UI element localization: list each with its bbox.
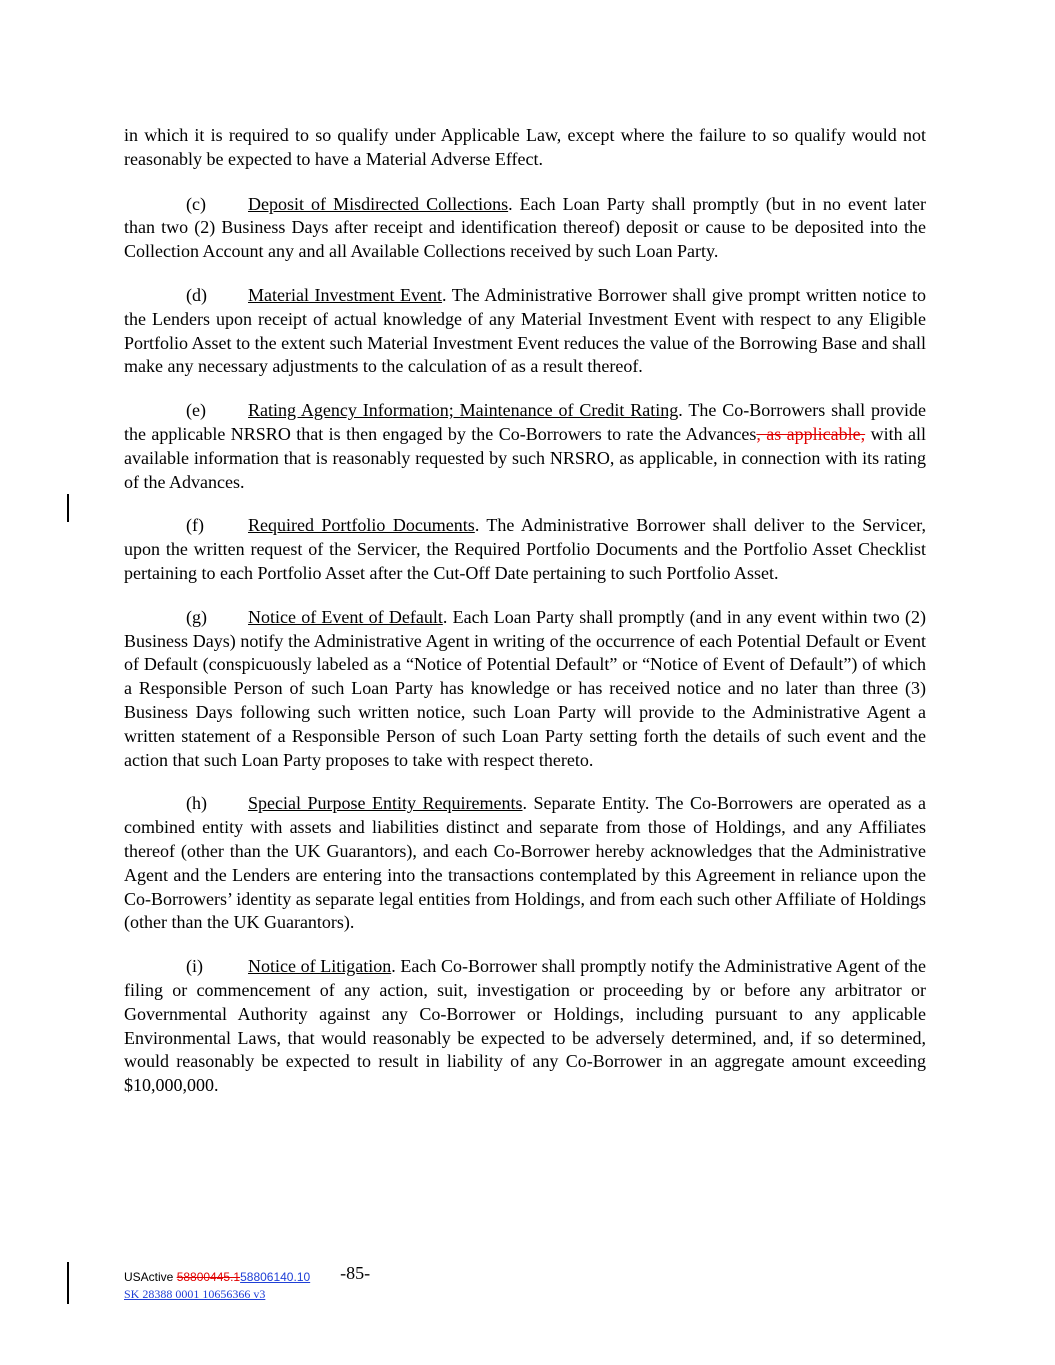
footer-prefix: USActive xyxy=(124,1270,177,1284)
footer-doc-id xyxy=(124,1263,371,1286)
section-label: (f) xyxy=(186,515,204,536)
section-label: (d) xyxy=(186,284,207,305)
section-body: with all available information that is reasonably requested by such NRSRO, as applicable, in connection with its rating of the Advances. xyxy=(124,423,926,492)
section-body: . Each Co-Borrower shall promptly notify the Administrative Agent of the filing or commencement of any action, suit, investigation or proceeding by or before any arbitrator or Governmental Authority against any Co-Borrower or Holdings, including pursuant to any applicable Environmental Laws, that would reasonably be expected to be adversely determined, and, if so determined, would reasonably be expected to result in liability of any Co-Borrower in an aggregate amount exceeding $10,000,000. xyxy=(124,956,926,1096)
section-label: (i) xyxy=(186,956,203,977)
section-label: (g) xyxy=(186,606,207,627)
section-body: . The Co-Borrowers shall provide the applicable NRSRO that is then engaged by the Co-Borrowers to rate the Advances xyxy=(124,400,926,444)
section-i xyxy=(124,955,926,1098)
footer-doc-ref: SK 28388 0001 10656366 v3 xyxy=(124,1287,266,1301)
section-heading: Material Investment Event xyxy=(248,284,443,305)
section-heading: Rating Agency Information; Maintenance of Credit Rating xyxy=(248,400,679,421)
section-heading: Deposit of Misdirected Collections xyxy=(248,193,509,214)
section-label: (h) xyxy=(186,793,207,814)
section-heading: Required Portfolio Documents xyxy=(248,515,475,536)
section-e xyxy=(124,399,926,494)
section-f xyxy=(124,514,926,585)
section-heading: Special Purpose Entity Requirements xyxy=(248,793,523,814)
footer-deleted-id: 58800445.1 xyxy=(176,1270,241,1284)
section-heading: Notice of Event of Default xyxy=(248,606,443,627)
change-bar xyxy=(67,494,69,522)
section-body: . The Administrative Borrower shall give prompt written notice to the Lenders upon receipt of actual knowledge of any Material Investment Event with respect to any Eligible Portfolio Asset to the extent such Material Investment Event reduces the value of the Borrowing Base and shall make any necessary adjustments to the calculation of as a result thereof. xyxy=(124,284,927,377)
section-c xyxy=(124,193,926,264)
section-d xyxy=(124,284,926,379)
section-body: . The Administrative Borrower shall deliver to the Servicer, upon the written request of the Servicer, the Required Portfolio Documents and the Portfolio Asset Checklist pertaining to each Portfolio Asset after the Cut-Off Date pertaining to such Portfolio Asset. xyxy=(124,515,926,583)
document-body xyxy=(124,124,926,1118)
footer-inserted-id: 58806140.10 xyxy=(240,1270,311,1284)
section-label: (c) xyxy=(186,193,206,214)
page-footer xyxy=(124,1263,371,1302)
section-g xyxy=(124,606,926,773)
section-heading: Notice of Litigation xyxy=(248,956,392,977)
page-number: -85- xyxy=(340,1263,371,1283)
section-label: (e) xyxy=(186,400,206,421)
deleted-text: , as applicable, xyxy=(756,423,866,444)
intro-paragraph: in which it is required to so qualify under Applicable Law, except where the failure to so qualify would not reasonably be expected to have a Material Adverse Effect. xyxy=(124,125,926,169)
section-body: . Each Loan Party shall promptly (but in no event later than two (2) Business Days after receipt and identification thereof) deposit or cause to be deposited into the Collection Account any and all Available Collections received by such Loan Party. xyxy=(124,193,926,262)
section-body: . Separate Entity. The Co-Borrowers are operated as a combined entity with assets and liabilities distinct and separate from those of Holdings, and any Affiliates thereof (other than the UK Guarantors), and each Co-Borrower hereby acknowledges that the Administrative Agent and the Lenders are entering into the transactions contemplated by this Agreement in reliance upon the Co-Borrowers’ identity as separate legal entities from Holdings, and from each such other Affiliate of Holdings (other than the UK Guarantors). xyxy=(124,793,927,933)
section-h xyxy=(124,792,926,935)
change-bar xyxy=(67,1262,69,1304)
section-body: . Each Loan Party shall promptly (and in any event within two (2) Business Days) notify the Administrative Agent in writing of the occurrence of each Potential Default or Event of Default (conspicuously labeled as a “Notice of Potential Default” or “Notice of Event of Default”) of which a Responsible Person of such Loan Party has knowledge or has received notice and no later than three (3) Business Days following such written notice, such Loan Party will provide to the Administrative Agent a written statement of a Responsible Person of such Loan Party setting forth the details of such event and the action that such Loan Party proposes to take with respect thereto. xyxy=(124,606,927,770)
